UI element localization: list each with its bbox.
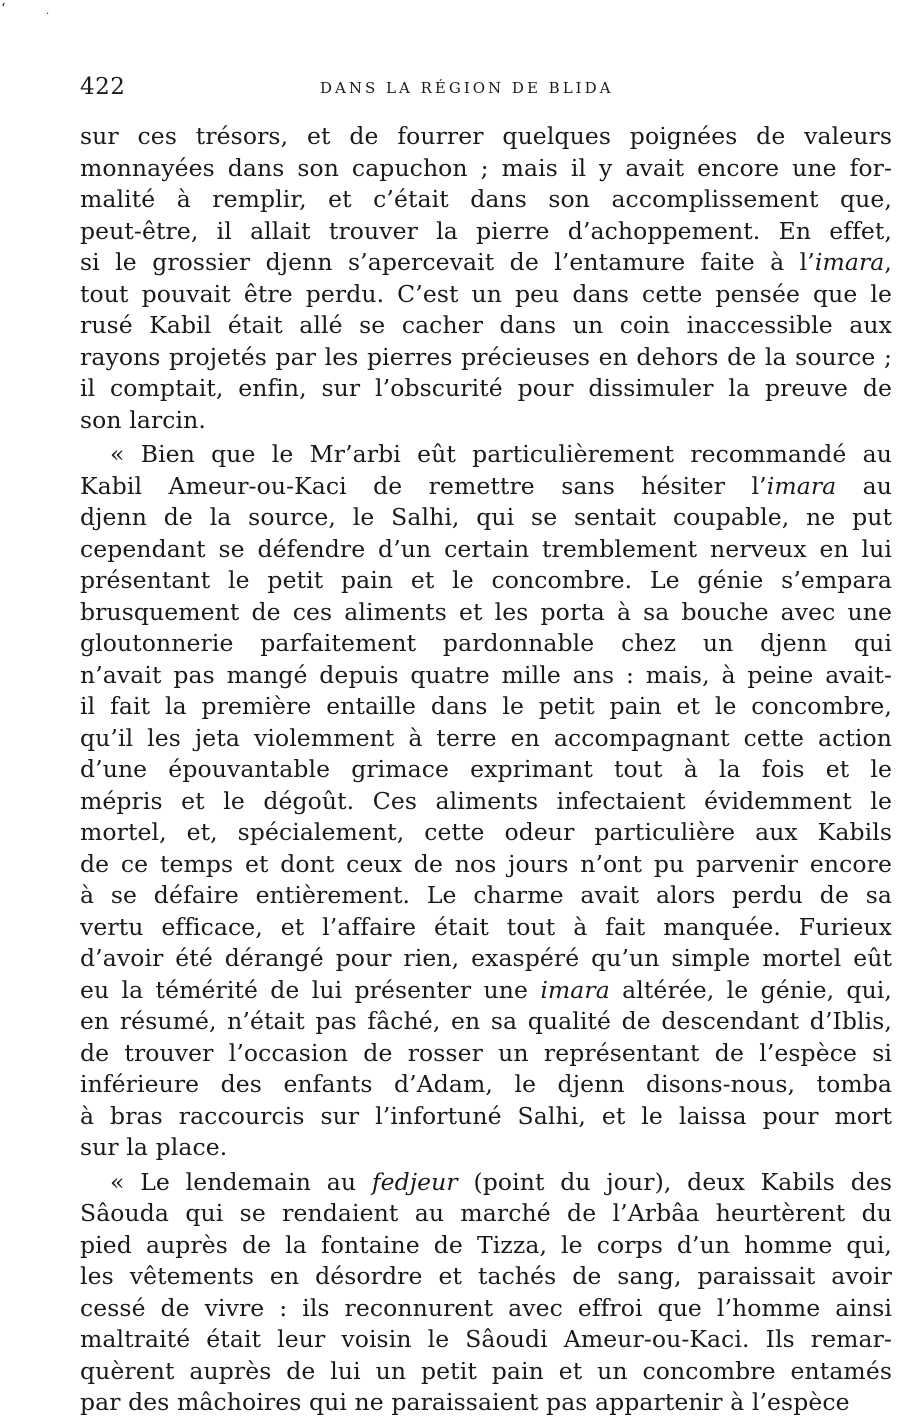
- text-line: peut-être, il allait trouver la pierre d’achoppement. En effet,: [80, 216, 892, 245]
- text-line: brusquement de ces aliments et les porta à sa bouche avec une: [80, 597, 892, 626]
- text-line: malité à remplir, et c’était dans son accomplissement que,: [80, 185, 892, 213]
- text-line: tout pouvait être perdu. C’est un peu dans cette pensée que le: [80, 279, 892, 308]
- text-line: il fait la première entaille dans le petit pain et le concombre,: [80, 692, 892, 720]
- text-line: présentant le petit pain et le concombre. Le génie s’empara: [80, 566, 892, 594]
- text-line: les vêtements en désordre et tachés de sang, paraissait avoir: [80, 1262, 892, 1290]
- italic-term: imara: [814, 248, 885, 276]
- italic-term: fedjeur: [371, 1167, 458, 1196]
- text-line: djenn de la source, le Salhi, qui se sentait coupable, ne put: [80, 503, 892, 531]
- body-text: [80, 121, 892, 1419]
- text-line: à bras raccourcis sur l’infortuné Salhi, et le laissa pour mort: [80, 1101, 892, 1130]
- text-line: d’avoir été dérangé pour rien, exaspéré qu’un simple mortel eût: [80, 944, 892, 972]
- running-head: DANS LA RÉGION DE BLIDA: [320, 79, 614, 97]
- text-line: par des mâchoires qui ne paraissaient pas appartenir à l’espèce: [80, 1388, 850, 1416]
- text-line: sur la place.: [80, 1133, 228, 1161]
- text-line: d’une épouvantable grimace exprimant tout à la fois et le: [80, 755, 892, 783]
- text-line: cependant se défendre d’un certain tremblement nerveux en lui: [80, 534, 892, 563]
- text-line: Sâouda qui se rendaient au marché de l’Arbâa heurtèrent du: [80, 1199, 892, 1227]
- page-number: 422: [80, 74, 126, 100]
- text-line: mortel, et, spécialement, cette odeur particulière aux Kabils: [80, 818, 892, 846]
- text-line: eu la témérité de lui présenter une imara altérée, le génie, qui,: [80, 975, 892, 1004]
- text-line: « Le lendemain au fedjeur (point du jour), deux Kabils des: [110, 1167, 893, 1196]
- text-line: gloutonnerie parfaitement pardonnable chez un djenn qui: [80, 629, 892, 657]
- text-line: rusé Kabil était allé se cacher dans un coin inaccessible aux: [80, 311, 892, 339]
- text-line: de trouver l’occasion de rosser un représentant de l’espèce si: [80, 1038, 892, 1067]
- text-line: de ce temps et dont ceux de nos jours n’ont pu parvenir encore: [80, 849, 892, 878]
- text-line: maltraité était leur voisin le Sâoudi Ameur-ou-Kaci. Ils remar-: [80, 1325, 892, 1353]
- text-line: à se défaire entièrement. Le charme avait alors perdu de sa: [80, 881, 892, 909]
- text-line: n’avait pas mangé depuis quatre mille ans : mais, à peine avait-: [80, 660, 892, 689]
- italic-term: imara: [766, 471, 837, 500]
- page-header: [80, 74, 892, 104]
- text-line: mépris et le dégoût. Ces aliments infectaient évidemment le: [80, 786, 892, 815]
- text-line: « Bien que le Mr’arbi eût particulièrement recommandé au: [110, 440, 892, 468]
- text-line: vertu efficace, et l’affaire était tout à fait manquée. Furieux: [80, 912, 892, 941]
- text-line: cessé de vivre : ils reconnurent avec effroi que l’homme ainsi: [80, 1293, 892, 1322]
- text-line: si le grossier djenn s’apercevait de l’entamure faite à l’imara,: [80, 248, 892, 276]
- text-line: sur ces trésors, et de fourrer quelques poignées de valeurs: [80, 122, 892, 150]
- text-line: rayons projetés par les pierres précieuses en dehors de la source ;: [80, 342, 892, 371]
- scan-speck-mark: ·: [46, 9, 50, 20]
- text-line: inférieure des enfants d’Adam, le djenn disons-nous, tomba: [80, 1070, 892, 1098]
- text-line: qu’il les jeta violemment à terre en accompagnant cette action: [80, 723, 892, 752]
- text-line: en résumé, n’était pas fâché, en sa qualité de descendant d’Iblis,: [80, 1007, 892, 1035]
- text-line: monnayées dans son capuchon ; mais il y avait encore une for-: [80, 153, 892, 182]
- text-line: pied auprès de la fontaine de Tizza, le corps d’un homme qui,: [80, 1230, 892, 1259]
- text-line: son larcin.: [80, 405, 206, 434]
- text-line: il comptait, enfin, sur l’obscurité pour dissimuler la preuve de: [80, 374, 892, 402]
- text-line: Kabil Ameur-ou-Kaci de remettre sans hésiter l’imara au: [80, 471, 892, 500]
- italic-term: imara: [540, 975, 610, 1004]
- text-line: quèrent auprès de lui un petit pain et un concombre entamés: [80, 1356, 892, 1385]
- scan-speck-mark: ‘: [1, 1, 6, 17]
